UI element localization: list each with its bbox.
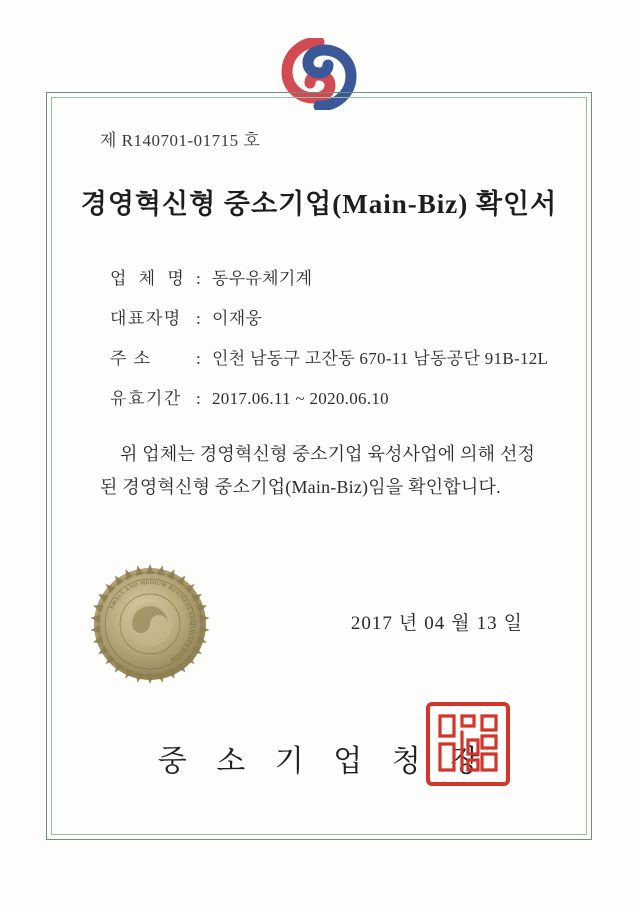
svg-text:SMALL AND MEDIUM BUSINESS ADMI: SMALL AND MEDIUM BUSINESS ADMINISTRATION (109, 579, 195, 663)
field-value-company-name: 동우유체기계 (212, 269, 313, 288)
field-list (110, 264, 570, 424)
field-colon: : (196, 389, 201, 408)
official-red-seal-icon (424, 700, 512, 788)
field-value-address: 인천 남동구 고잔동 670-11 남동공단 91B-12L (212, 349, 549, 368)
field-row (110, 264, 570, 289)
field-row (110, 344, 570, 369)
field-label-address: 주 소 (110, 349, 152, 368)
field-row (110, 304, 570, 329)
date-month-unit: 월 (451, 613, 471, 634)
field-label-representative: 대표자명 (110, 309, 182, 328)
field-colon: : (196, 269, 201, 288)
gold-embossed-seal-icon (88, 562, 212, 686)
certificate-body-text: 위 업체는 경영혁신형 중소기업 육성사업에 의해 선정된 경영혁신형 중소기업(Main-Biz)임을 확인합니다. (100, 444, 536, 497)
field-row (110, 384, 570, 409)
issuer-title: 중 소 기 업 청 장 (157, 745, 491, 778)
date-day-unit: 일 (503, 613, 523, 634)
date-year-unit: 년 (398, 613, 419, 634)
field-colon: : (196, 309, 201, 328)
date-year: 2017 (350, 613, 393, 634)
page-title: 경영혁신형 중소기업(Main-Biz) 확인서 (80, 189, 558, 219)
document-number: 제 R140701-01715 호 (100, 131, 261, 150)
issue-date (348, 608, 526, 635)
date-day: 13 (476, 613, 498, 634)
field-colon: : (196, 349, 201, 368)
field-label-company-name: 업 체 명 (110, 269, 188, 288)
field-label-valid-period: 유효기간 (110, 389, 182, 408)
field-value-valid-period: 2017.06.11 ~ 2020.06.10 (212, 389, 389, 408)
field-value-representative: 이재웅 (212, 309, 263, 328)
date-month: 04 (424, 613, 446, 634)
